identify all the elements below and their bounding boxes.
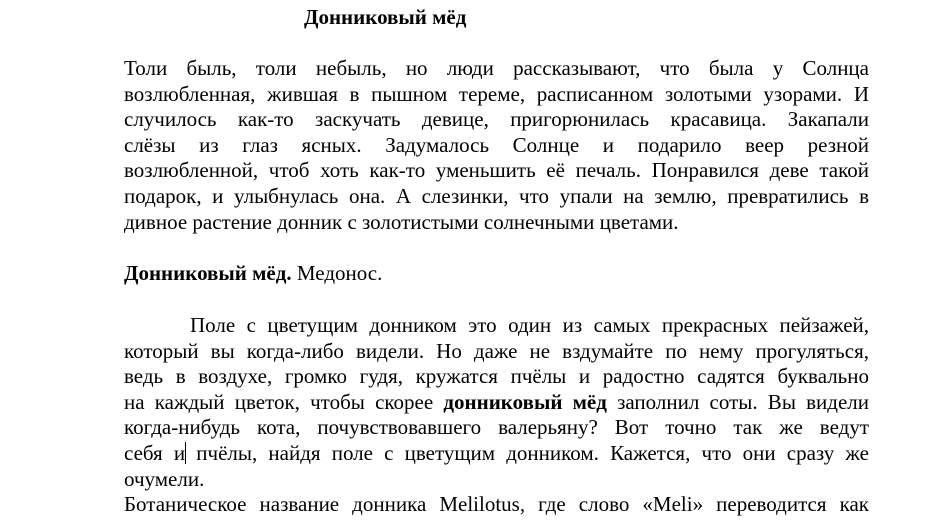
subheading-bold: Донниковый мёд. — [124, 261, 292, 285]
text-run: заполнил соты. Вы видели — [606, 389, 870, 414]
text-line: случилось как-то заскучать девице, пригорюнилась красавица. Закапали — [124, 107, 869, 132]
text-line — [124, 390, 869, 416]
section-subheading — [124, 260, 382, 286]
text-line: Поле с цветущим донником это один из самых прекрасных пейзажей, — [190, 313, 869, 337]
botanical-paragraph — [124, 492, 869, 518]
text-line: очумели. — [124, 466, 205, 491]
text-line: подарок, и улыбнулась она. А слезинки, что упали на землю, превратились в — [124, 183, 869, 208]
text-run: себя и — [124, 440, 186, 465]
document-title: Донниковый мёд — [304, 5, 467, 29]
text-line: Толи быль, толи небыль, но люди рассказывают, что была у Солнца — [124, 56, 869, 80]
bold-phrase: донниковый мёд — [443, 389, 607, 414]
text-line — [124, 441, 869, 467]
text-line: возлюбленной, чтоб хоть как-то уменьшить её печаль. Понравился деве такой — [124, 158, 869, 183]
subheading-rest: Медонос. — [291, 261, 383, 285]
text-line: когда-нибудь кота, почувствовавшего валерьяну? Вот точно так же ведут — [124, 415, 869, 440]
text-line: который вы когда-либо видели. Но даже не вздумайте по нему прогуляться, — [124, 338, 869, 363]
text-run: на каждый цветок, чтобы скорее — [124, 389, 444, 414]
text-line: дивное растение донник с золотистыми солнечными цветами. — [124, 209, 679, 234]
text-run: пчёлы, найдя поле с цветущим донником. Кажется, что они сразу же — [185, 440, 869, 465]
text-line: возлюбленная, жившая в пышном тереме, расписанном золотыми узорами. И — [124, 81, 869, 106]
text-line: ведь в воздухе, громко гудя, кружатся пчёлы и радостно садятся буквально — [124, 364, 869, 389]
text-line: Ботаническое название донника Melilotus, где слово «Meli» переводится как — [124, 492, 869, 516]
body-paragraph — [124, 313, 869, 492]
text-line: слёзы из глаз ясных. Задумалось Солнце и подарило веер резной — [124, 132, 869, 157]
legend-paragraph — [124, 56, 869, 235]
